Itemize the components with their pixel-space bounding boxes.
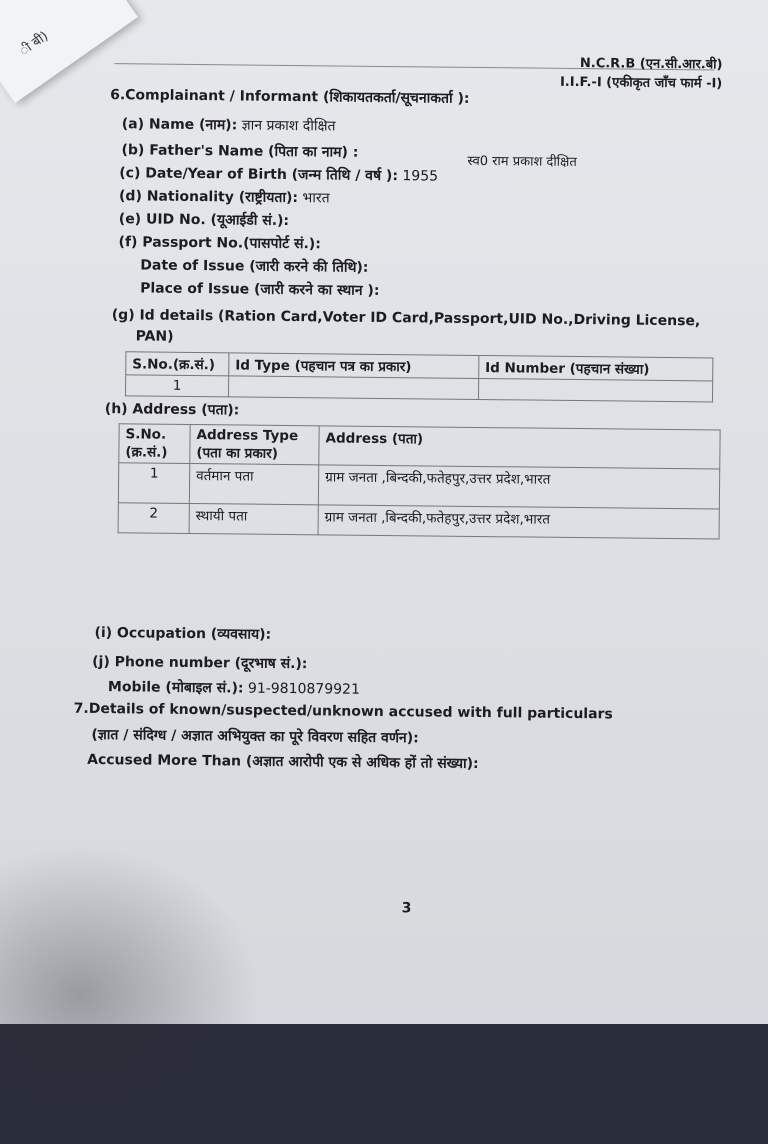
section7-title: 7.Details of known/suspected/unknown accused with full particulars [73, 700, 613, 723]
address-cell-address: ग्राम जनता ,बिन्दकी,फतेहपुर,उत्तर प्रदेश,भारत [318, 465, 719, 509]
address-col-address: Address (पता) [319, 426, 720, 469]
father-value: स्व0 राम प्रकाश दीक्षित [467, 153, 577, 171]
address-col-type: Address Type (पता का प्रकार) [190, 424, 319, 464]
header-iif: I.I.F.-I (एकीकृत जाँच फार्म -I) [559, 74, 723, 92]
id-cell-sno: 1 [125, 375, 228, 397]
accused-label: Accused More Than (अज्ञात आरोपी एक से अधिक हों तो संख्या): [87, 751, 479, 773]
address-cell-sno: 1 [118, 463, 189, 504]
issue-place-label: Place of Issue (जारी करने का स्थान ): [140, 280, 380, 299]
address-table-header [119, 424, 720, 469]
id-details-label: (g) Id details (Ration Card,Voter ID Card,Passport,UID No.,Driving License, [111, 307, 701, 330]
table-row [118, 503, 719, 539]
address-col-sno: S.No. (क्र.सं.) [119, 424, 190, 464]
address-label: (h) Address (पता): [104, 401, 240, 419]
issue-date-label: Date of Issue (जारी करने की तिथि): [140, 257, 369, 276]
corner-text: ी बी) [17, 28, 52, 59]
id-cell-number [478, 378, 712, 401]
uid-label: (e) UID No. (यूआईडी सं.): [118, 211, 290, 230]
mobile-label: Mobile (मोबाइल सं.): [107, 679, 244, 697]
form-header [522, 53, 722, 93]
passport-label: (f) Passport No.(पासपोर्ट सं.): [118, 234, 321, 253]
mobile-row [108, 677, 360, 699]
id-details-label-2: PAN) [135, 328, 174, 345]
name-value: ज्ञान प्रकाश दीक्षित [241, 117, 336, 135]
section7-subtitle: (ज्ञात / संदिग्ध / अज्ञात अभियुक्त का पूरे विवरण सहित वर्णन): [91, 726, 419, 747]
nationality-row [119, 186, 330, 207]
header-ncrb: N.C.R.B (एन.सी.आर.बी) [579, 56, 723, 73]
occupation-label: (i) Occupation (व्यवसाय): [94, 624, 272, 643]
id-table [125, 351, 713, 402]
father-row [121, 140, 358, 161]
address-cell-type: वर्तमान पता [189, 463, 318, 504]
nationality-label: (d) Nationality (राष्ट्रीयता): [118, 188, 299, 207]
mobile-value: 91-9810879921 [247, 680, 360, 698]
name-row [122, 114, 336, 135]
dob-label: (c) Date/Year of Birth (जन्म तिथि / वर्ष ): [119, 165, 399, 185]
dob-row [119, 163, 438, 185]
address-cell-type: स्थायी पता [189, 503, 318, 534]
nationality-value: भारत [302, 190, 330, 207]
id-col-sno: S.No.(क्र.सं.) [126, 352, 229, 376]
id-cell-type [228, 376, 478, 400]
address-cell-address: ग्राम जनता ,बिन्दकी,फतेहपुर,उत्तर प्रदेश,भारत [318, 505, 719, 539]
id-col-number: Id Number (पहचान संख्या) [479, 355, 713, 380]
table-row [118, 463, 719, 509]
address-table [118, 423, 721, 539]
father-label: (b) Father's Name (पिता का नाम) : [121, 142, 359, 161]
address-cell-sno: 2 [118, 503, 189, 534]
id-col-type: Id Type (पहचान पत्र का प्रकार) [229, 353, 479, 379]
phone-label: (j) Phone number (दूरभाष सं.): [92, 653, 308, 673]
page-number: 3 [401, 900, 412, 917]
dob-value: 1955 [402, 168, 439, 185]
name-label: (a) Name (नाम): [121, 116, 238, 134]
section6-title: 6.Complainant / Informant (शिकायतकर्ता/सूचनाकर्ता ): [110, 87, 470, 107]
